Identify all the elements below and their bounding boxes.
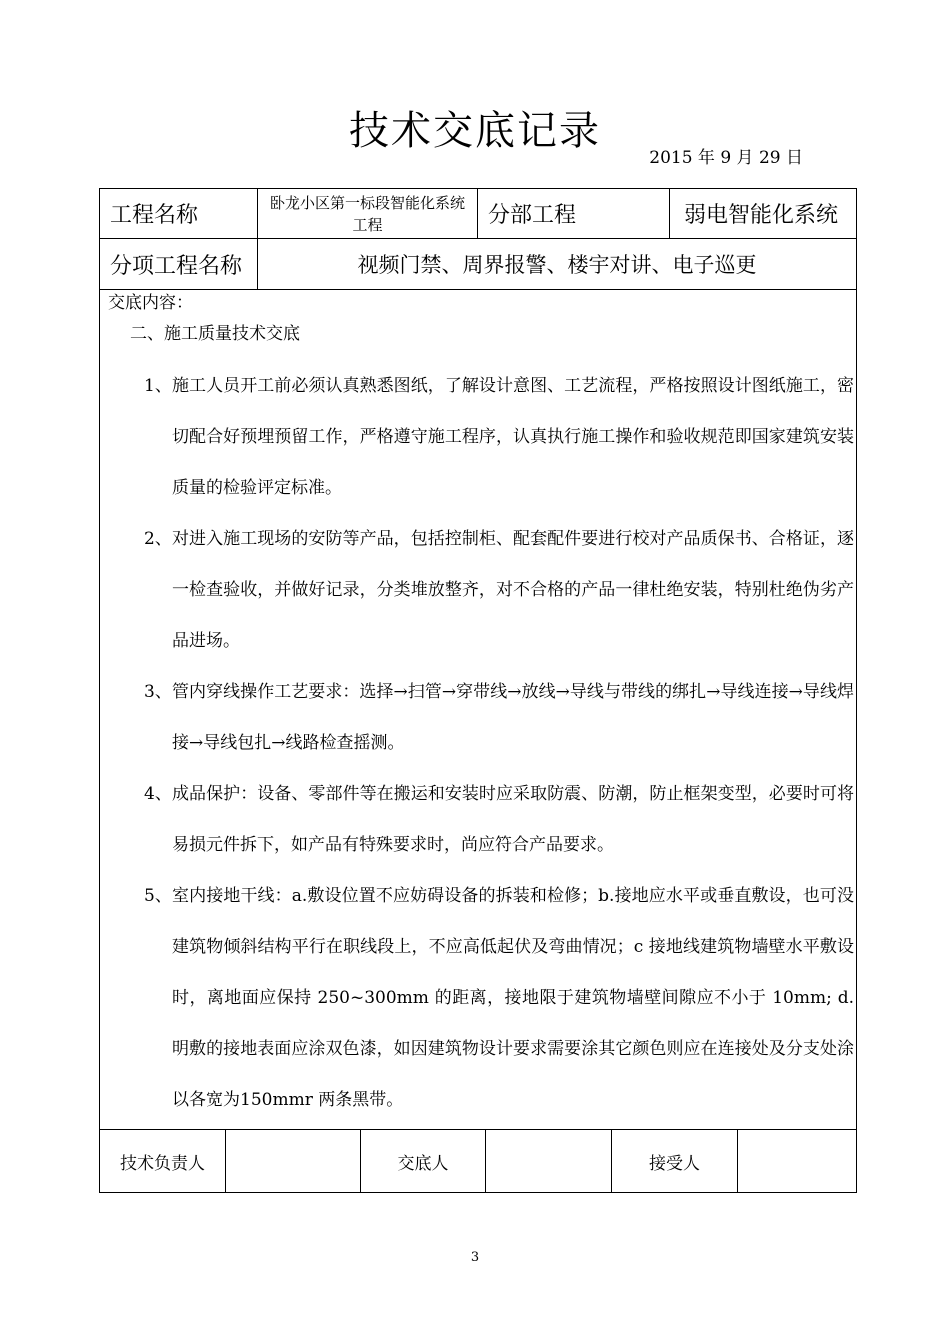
list-item bbox=[144, 871, 854, 1126]
item-number: 2、 bbox=[144, 529, 172, 549]
tech-lead-label: 技术负责人 bbox=[100, 1130, 226, 1192]
presenter-label: 交底人 bbox=[361, 1130, 486, 1192]
content-area bbox=[100, 290, 856, 1130]
presenter-field[interactable] bbox=[486, 1130, 612, 1192]
signature-row bbox=[100, 1130, 856, 1192]
subitem-label: 分项工程名称 bbox=[100, 239, 258, 289]
project-name-label: 工程名称 bbox=[100, 189, 258, 238]
record-table bbox=[99, 188, 857, 1193]
item-number: 4、 bbox=[144, 784, 172, 804]
division-label: 分部工程 bbox=[478, 189, 670, 238]
item-text: 成品保护：设备、零部件等在搬运和安装时应采取防震、防潮，防止框架变型，必要时可将易损元件拆下，如产品有特殊要求时，尚应符合产品要求。 bbox=[172, 784, 854, 855]
item-text: 管内穿线操作工艺要求：选择→扫管→穿带线→放线→导线与带线的绑扎→导线连接→导线焊接→导线包扎→线路检查摇测。 bbox=[172, 682, 854, 753]
content-heading: 交底内容： bbox=[108, 293, 193, 313]
item-text: 施工人员开工前必须认真熟悉图纸，了解设计意图、工艺流程，严格按照设计图纸施工，密切配合好预埋预留工作，严格遵守施工程序，认真执行施工操作和验收规范即国家建筑安装质量的检验评定标准。 bbox=[172, 376, 854, 498]
list-item bbox=[144, 769, 854, 871]
document-title: 技术交底记录 bbox=[349, 108, 601, 154]
page-number: 3 bbox=[470, 1250, 480, 1265]
item-list bbox=[144, 361, 854, 1126]
list-item bbox=[144, 361, 854, 514]
receiver-field[interactable] bbox=[738, 1130, 856, 1192]
subitem-value: 视频门禁、周界报警、楼宇对讲、电子巡更 bbox=[357, 253, 757, 277]
list-item bbox=[144, 514, 854, 667]
item-number: 1、 bbox=[144, 376, 172, 396]
section-heading: 二、施工质量技术交底 bbox=[130, 324, 300, 344]
item-text: 室内接地干线：a.敷设位置不应妨碍设备的拆装和检修；b.接地应水平或垂直敷设，也可没建筑物倾斜结构平行在职线段上，不应高低起伏及弯曲情况；c 接地线建筑物墙壁水平敷设时，离地面应保持 250~300mm 的距离，接地限于建筑物墙壁间隙应不小于 10mm; d.明敷的接地表面应涂双色漆，如因建筑物设计要求需要涂其它颜色则应在连接处及分支处涂以各宽为150mmr 两条黑带。 bbox=[172, 886, 854, 1110]
item-number: 5、 bbox=[144, 886, 172, 906]
list-item bbox=[144, 667, 854, 769]
item-number: 3、 bbox=[144, 682, 172, 702]
project-name-value: 卧龙小区第一标段智能化系统工程 bbox=[258, 189, 478, 238]
tech-lead-field[interactable] bbox=[226, 1130, 361, 1192]
item-text: 对进入施工现场的安防等产品，包括控制柜、配套配件要进行校对产品质保书、合格证，逐一检查验收，并做好记录，分类堆放整齐，对不合格的产品一律杜绝安装，特别杜绝伪劣产品进场。 bbox=[172, 529, 854, 651]
project-row bbox=[100, 189, 856, 239]
receiver-label: 接受人 bbox=[612, 1130, 738, 1192]
document-date: 2015 年 9 月 29 日 bbox=[649, 148, 803, 168]
subitem-row bbox=[100, 239, 856, 290]
division-value: 弱电智能化系统 bbox=[684, 203, 839, 228]
